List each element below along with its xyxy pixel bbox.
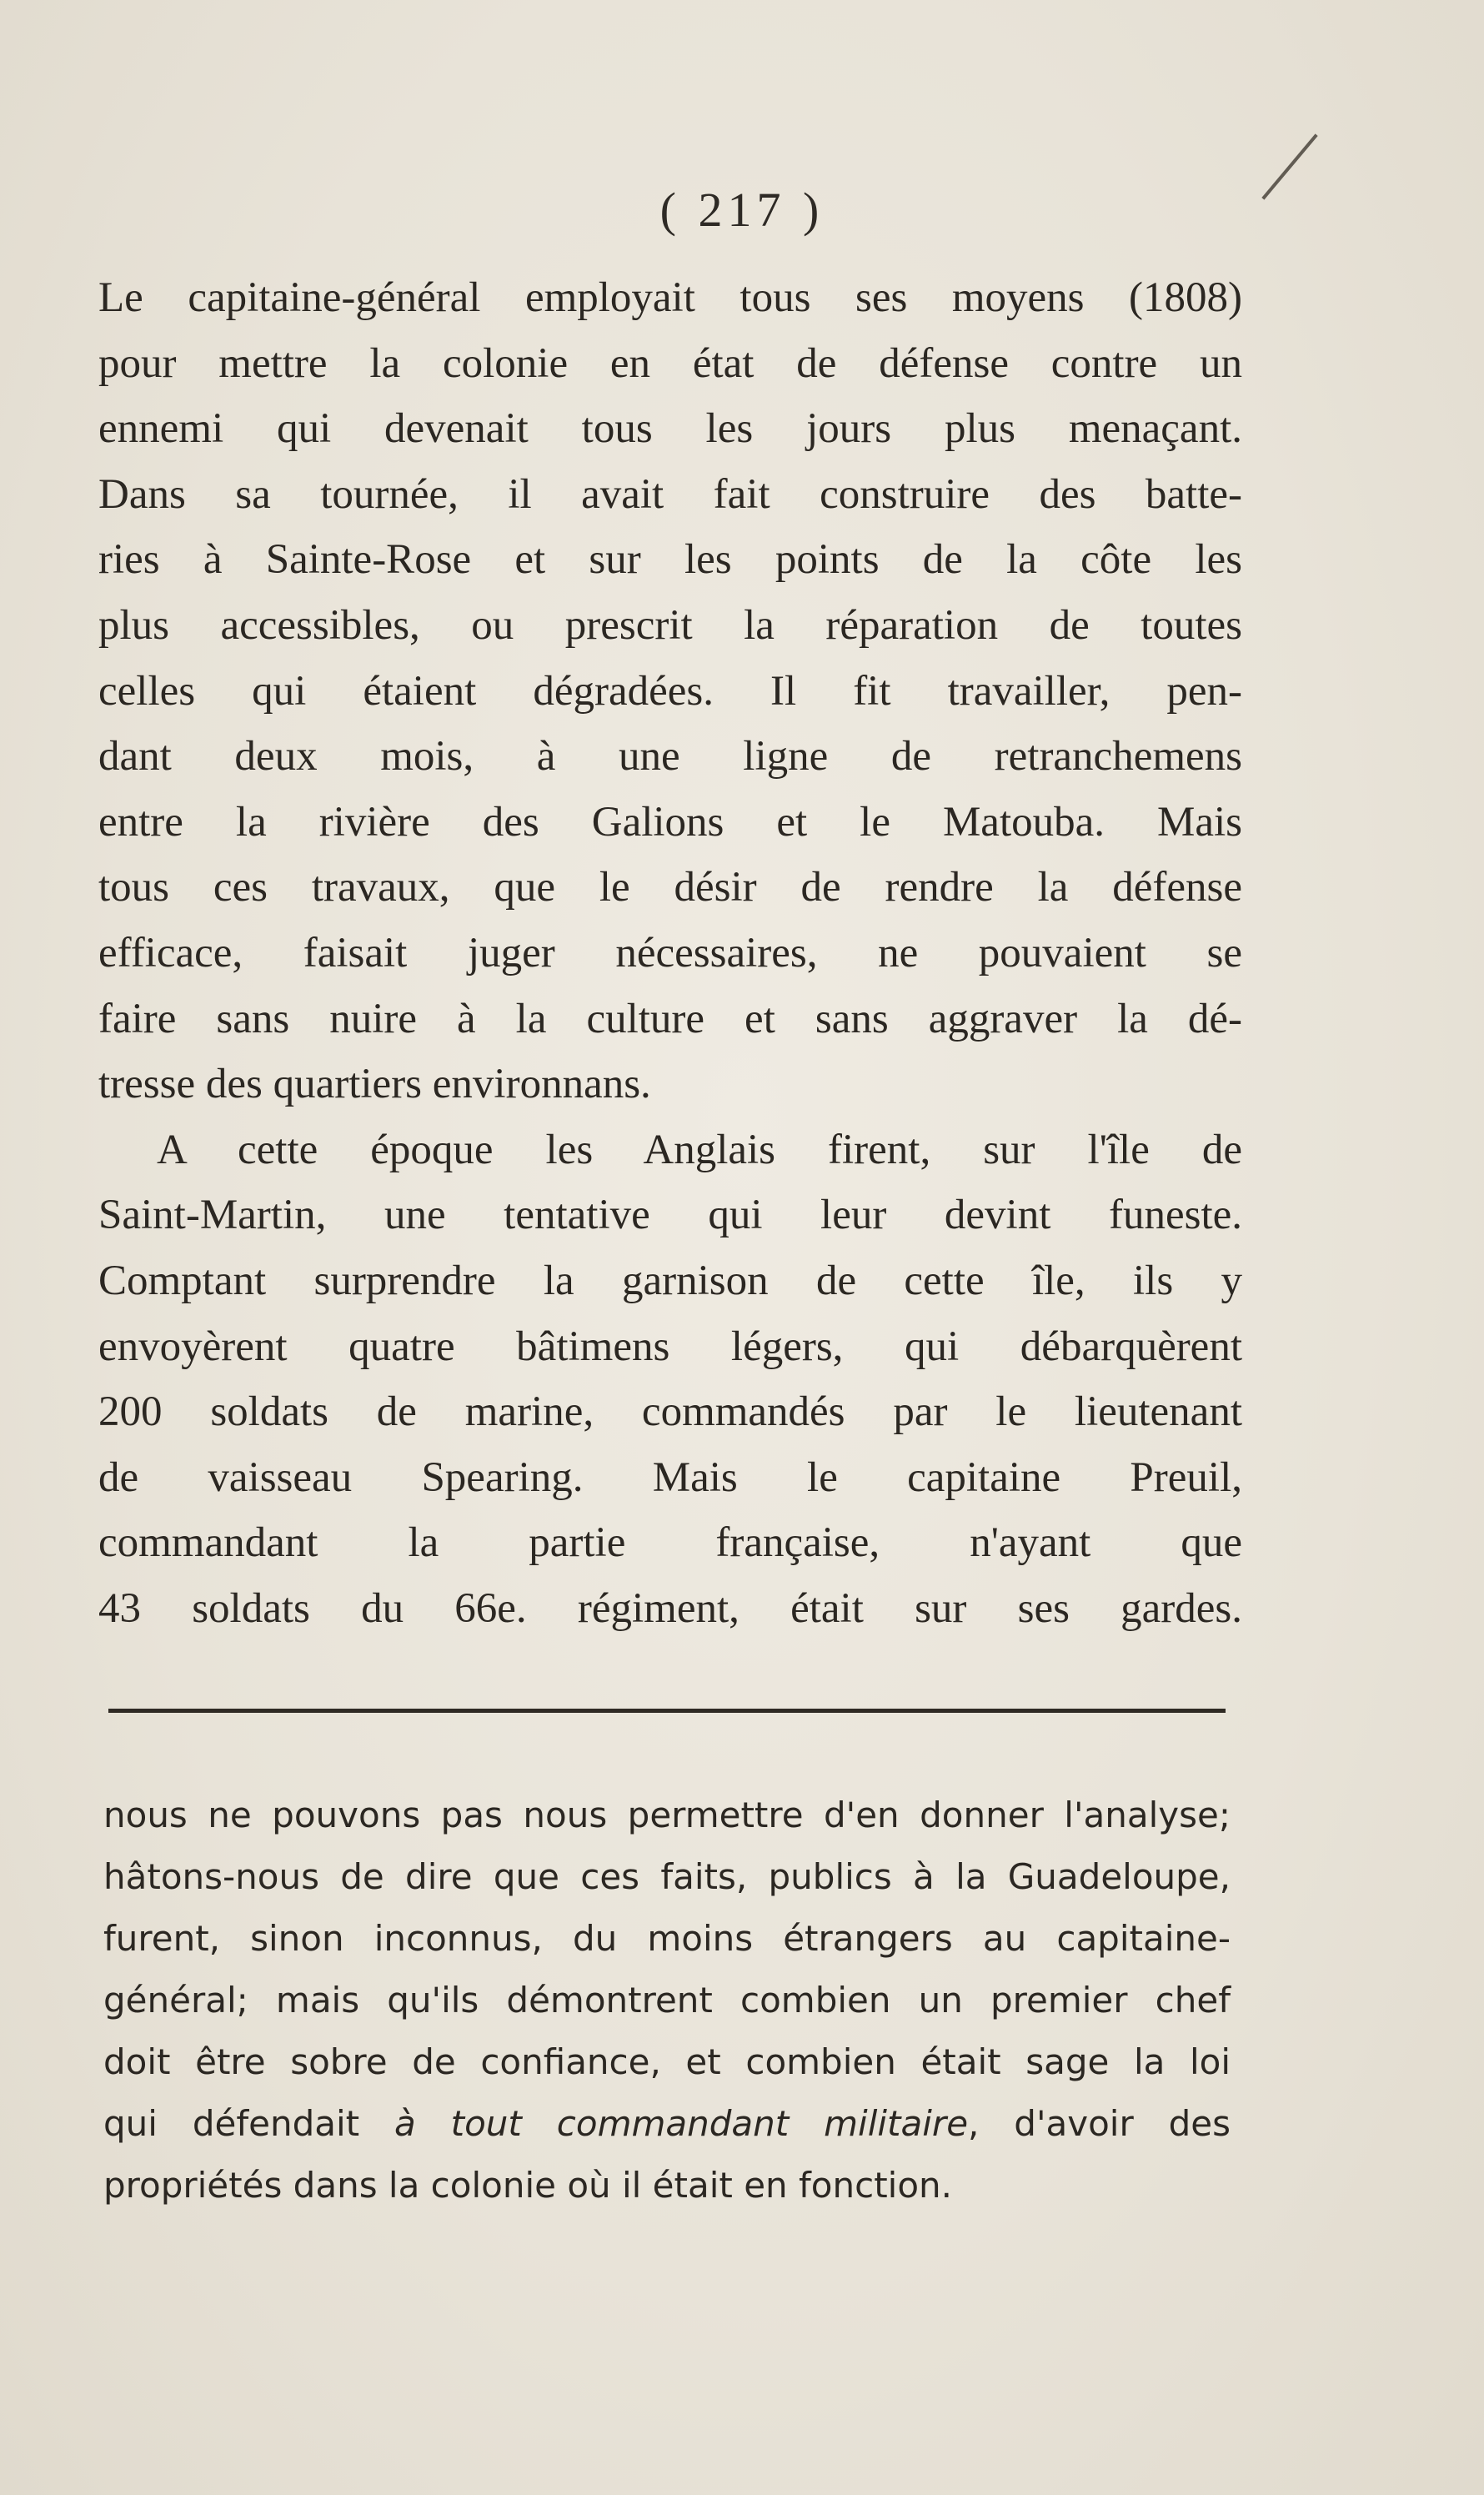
footnote-line: hâtons-nous de dire que ces faits, publics à la Guadeloupe,: [103, 1856, 1231, 1897]
footnote-text: , d'avoir des: [968, 2103, 1231, 2144]
text-line: efficace, faisait juger nécessaires, ne pouvaient se: [98, 929, 1242, 976]
footnote-line: nous ne pouvons pas nous permettre d'en donner l'analyse;: [103, 1795, 1231, 1835]
text-line: tous ces travaux, que le désir de rendre la défense: [98, 864, 1242, 911]
text-line: 200 soldats de marine, commandés par le lieutenant: [98, 1388, 1242, 1436]
footnote-line: furent, sinon inconnus, du moins étrangers au capitaine-: [103, 1918, 1231, 1959]
text-line: de vaisseau Spearing. Mais le capitaine Preuil,: [98, 1453, 1242, 1501]
footnote-line: [103, 2093, 1231, 2155]
footnote-text: qui défendait: [103, 2103, 395, 2144]
text-line: commandant la partie française, n'ayant que: [98, 1519, 1242, 1567]
text-line: celles qui étaient dégradées. Il fit travailler, pen-: [98, 667, 1242, 715]
text-line: A cette époque les Anglais firent, sur l'île de: [157, 1126, 1242, 1173]
text-line: pour mettre la colonie en état de défense contre un: [98, 339, 1242, 387]
main-text: [98, 265, 1242, 1641]
text-line: Le capitaine-général employait tous ses moyens (1808): [98, 274, 1242, 321]
text-line: Comptant surprendre la garnison de cette île, ils y: [98, 1257, 1242, 1304]
footnote-separator-rule: [108, 1709, 1226, 1713]
page-number: ( 217 ): [659, 183, 825, 237]
text-line: 43 soldats du 66e. régiment, était sur ses gardes.: [98, 1584, 1242, 1632]
text-line: plus accessibles, ou prescrit la réparation de toutes: [98, 601, 1242, 649]
text-line: entre la rivière des Galions et le Matouba. Mais: [98, 798, 1242, 846]
text-line: ennemi qui devenait tous les jours plus menaçant.: [98, 405, 1242, 453]
footnote-italic-text: à tout commandant militaire: [394, 2103, 969, 2144]
text-line: faire sans nuire à la culture et sans aggraver la dé-: [98, 995, 1242, 1042]
text-line: envoyèrent quatre bâtimens légers, qui débarquèrent: [98, 1323, 1242, 1370]
text-line: tresse des quartiers environnans.: [98, 1061, 651, 1108]
text-line: dant deux mois, à une ligne de retranchemens: [98, 733, 1242, 781]
footnote: [103, 1785, 1231, 2216]
footnote-line: doit être sobre de confiance, et combien était sage la loi: [103, 2041, 1231, 2082]
footnote-line: propriétés dans la colonie où il était en fonction.: [103, 2165, 953, 2206]
footnote-line: général; mais qu'ils démontrent combien un premier chef: [103, 1980, 1231, 2021]
text-line: Saint-Martin, une tentative qui leur devint funeste.: [98, 1192, 1242, 1239]
text-line: ries à Sainte-Rose et sur les points de la côte les: [98, 536, 1242, 584]
text-line: Dans sa tournée, il avait fait construire des batte-: [98, 470, 1242, 518]
